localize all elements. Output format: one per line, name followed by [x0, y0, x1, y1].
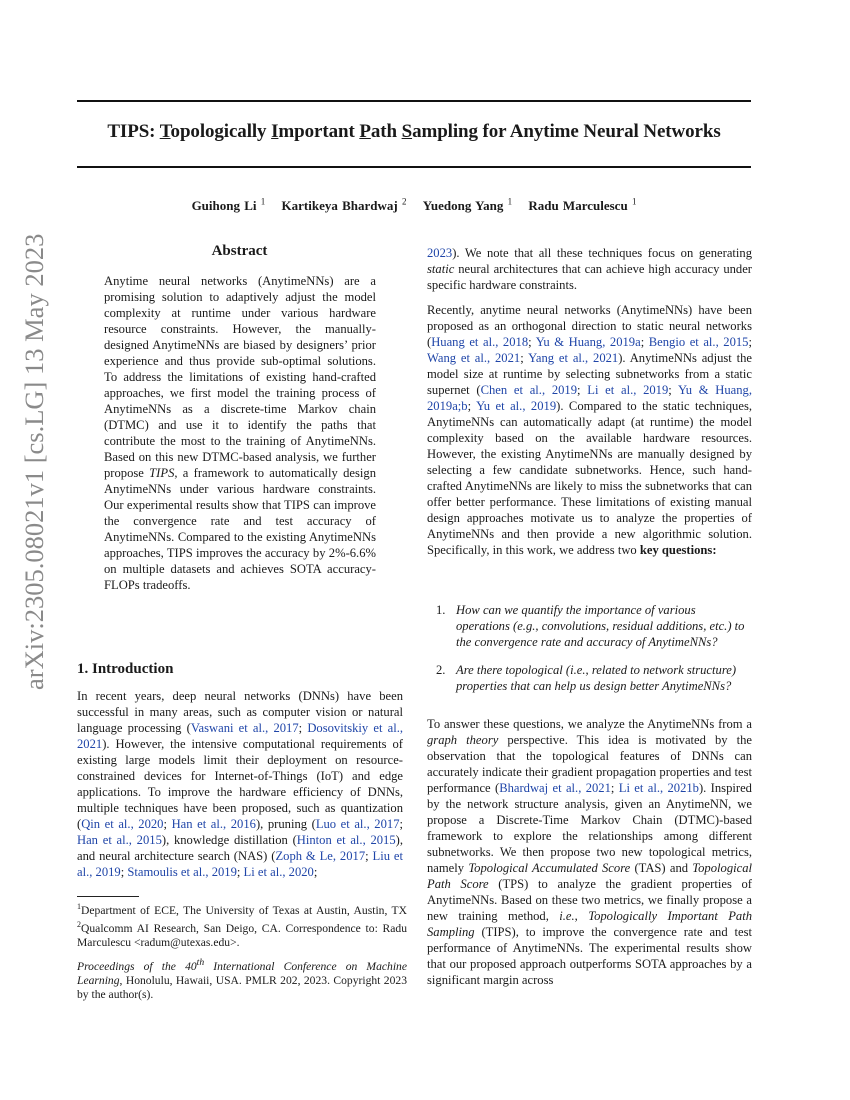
citation-link[interactable]: Huang et al., 2018	[431, 335, 529, 349]
author: Yuedong Yang $^1$	[422, 197, 513, 214]
citation-link[interactable]: Li et al., 2020	[243, 865, 314, 879]
abstract-heading: Abstract	[211, 243, 268, 259]
citation-link[interactable]: Liu et al., 2019	[77, 849, 403, 879]
author: Guihong Li $^1$	[191, 197, 266, 214]
paper-title: TIPS: Topologically Important Path Sampling for Anytime Neural Networks	[107, 121, 721, 142]
citation-link[interactable]: Luo et al., 2017	[315, 817, 400, 831]
author-list	[77, 197, 751, 214]
right-paragraph-3: To answer these questions, we analyze the AnytimeNNs from a graph theory perspective. This idea is motivated by the observation that the topological features of DNNs can accurately indicate their gradient propagation properties and test performance (Bhardwaj et al., 2021; Li et al., 2021b). Inspired by the network structure analysis, given an AnytimeNN, we propose a Discrete-Time Markov Chain (DTMC)-based framework to explore the relationships among different subnetworks. We then propose two new topological metrics, namely Topological Accumulated Score (TAS) and Topological Path Score (TPS) to analyze the gradient properties of AnytimeNNs. Based on these two metrics, we finally propose a new training method, i.e., Topologically Important Path Sampling (TIPS), to improve the convergence rate and test performance of AnytimeNNs. The experimental results show that our proposed approach outperforms SOTA approaches by a significant margin across	[427, 717, 753, 987]
list-item: 2. Are there topological (i.e., related to network structure) properties that can help us design better AnytimeNNs?	[436, 663, 737, 693]
right-paragraph-1: 2023). We note that all these techniques focus on generating static neural architectures that can achieve high accuracy under specific hardware constraints.	[427, 246, 752, 292]
citation-link[interactable]: Stamoulis et al., 2019	[127, 865, 237, 879]
citation-link[interactable]: Chen et al., 2019	[480, 383, 578, 397]
introduction-paragraph: In recent years, deep neural networks (DNNs) have been successful in many areas, such as computer vision or natural language processing (Vaswani et al., 2017; Dosovitskiy et al., 2021). However, the intensive computational requirements of existing large models limit their deployment on resource-constrained devices for Internet-of-Things (IoT) and edge applications. To improve the hardware efficiency of DNNs, multiple techniques have been proposed, such as quantization (Qin et al., 2020; Han et al., 2016), pruning (Luo et al., 2017; Han et al., 2015), knowledge distillation (Hinton et al., 2015), and neural architecture search (NAS) (Zoph & Le, 2017; Liu et al., 2019; Stamoulis et al., 2019; Li et al., 2020;	[77, 689, 404, 879]
list-item: 1. How can we quantify the importance of various operations (e.g., convolutions, residual additions, etc.) to the convergence rate and accuracy of AnytimeNNs?	[436, 603, 745, 649]
citation-link[interactable]: Zoph & Le, 2017	[275, 849, 366, 863]
citation-link[interactable]: 2023	[427, 246, 453, 260]
section-heading-introduction: 1. Introduction	[77, 661, 174, 677]
citation-link[interactable]: Han et al., 2015	[77, 833, 162, 847]
citation-link[interactable]: Wang et al., 2021	[427, 351, 521, 365]
citation-link[interactable]: Qin et al., 2020	[81, 817, 164, 831]
citation-link[interactable]: Dosovitskiy et al., 2021	[77, 721, 404, 751]
citation-link[interactable]: Li et al., 2019	[587, 383, 669, 397]
citation-link[interactable]: Li et al., 2021b	[618, 781, 699, 795]
right-paragraph-2: Recently, anytime neural networks (AnytimeNNs) have been proposed as an orthogonal direction to static neural networks (Huang et al., 2018; Yu & Huang, 2019a; Bengio et al., 2015; Wang et al., 2021; Yang et al., 2021). AnytimeNNs adjust the model size at runtime by selecting subnetworks from a static supernet (Chen et al., 2019; Li et al., 2019; Yu & Huang, 2019a;b; Yu et al., 2019). Compared to the static techniques, AnytimeNNs can automatically adapt (at runtime) the model complexity based on the available hardware resources. However, the existing AnytimeNNs are manually designed by selecting a few candidate subnetworks. Hence, such hand-crafted AnytimeNNs are likely to miss the subnetworks that can offer better performance. These limitations of existing manual design approaches motivate us to analyze the properties of AnytimeNNs and then provide a new algorithmic solution. Specifically, in this work, we address two key questions:	[427, 303, 753, 557]
citation-link[interactable]: Yu & Huang, 2019a;b	[427, 383, 753, 413]
citation-link[interactable]: Vaswani et al., 2017	[190, 721, 299, 735]
arxiv-identifier: arXiv:2305.08021v1 [cs.LG] 13 May 2023	[19, 233, 49, 690]
proceedings-note: Proceedings of the 40th International Conference on Machine Learning, Honolulu, Hawaii, USA. PMLR 202, 2023. Copyright 2023 by the author(s).	[77, 957, 407, 1001]
author: Kartikeya Bhardwaj $^2$	[281, 197, 407, 214]
top-rule	[77, 100, 751, 102]
author: Radu Marculescu $^1$	[528, 197, 637, 214]
footnote-rule	[77, 896, 139, 897]
citation-link[interactable]: Yu & Huang, 2019a	[535, 335, 641, 349]
citation-link[interactable]: Hinton et al., 2015	[296, 833, 396, 847]
citation-link[interactable]: Yu et al., 2019	[476, 399, 557, 413]
bottom-rule	[77, 166, 751, 168]
citation-link[interactable]: Bengio et al., 2015	[648, 335, 749, 349]
key-questions-list	[434, 602, 752, 706]
abstract-body: Anytime neural networks (AnytimeNNs) are a promising solution to adaptively adjust the model complexity at runtime under various hardware resource constraints. However, the manually-designed AnytimeNNs are biased by designers’ prior experience and thus provide sub-optimal solutions. To address the limitations of existing hand-crafted approaches, we first model the training process of AnytimeNNs as a discrete-time Markov chain (DTMC) and use it to identify the paths that contribute the most to the training of AnytimeNNs. Based on this new DTMC-based analysis, we further propose TIPS, a framework to automatically design AnytimeNNs under various hardware constraints. Our experimental results show that TIPS can improve the convergence rate and test accuracy of AnytimeNNs. Compared to the existing AnytimeNNs approaches, TIPS improves the accuracy by 2%-6.6% on multiple datasets and achieves SOTA accuracy-FLOPs tradeoffs.	[104, 274, 376, 592]
citation-link[interactable]: Yang et al., 2021	[528, 351, 619, 365]
affiliation-footnote: $^1$Department of ECE, The University of Texas at Austin, Austin, TX $^2$Qualcomm AI Research, San Deigo, CA. Correspondence to: Radu Marculescu <radum@utexas.edu>.	[77, 902, 407, 949]
citation-link[interactable]: Bhardwaj et al., 2021	[499, 781, 611, 795]
citation-link[interactable]: Han et al., 2016	[171, 817, 256, 831]
